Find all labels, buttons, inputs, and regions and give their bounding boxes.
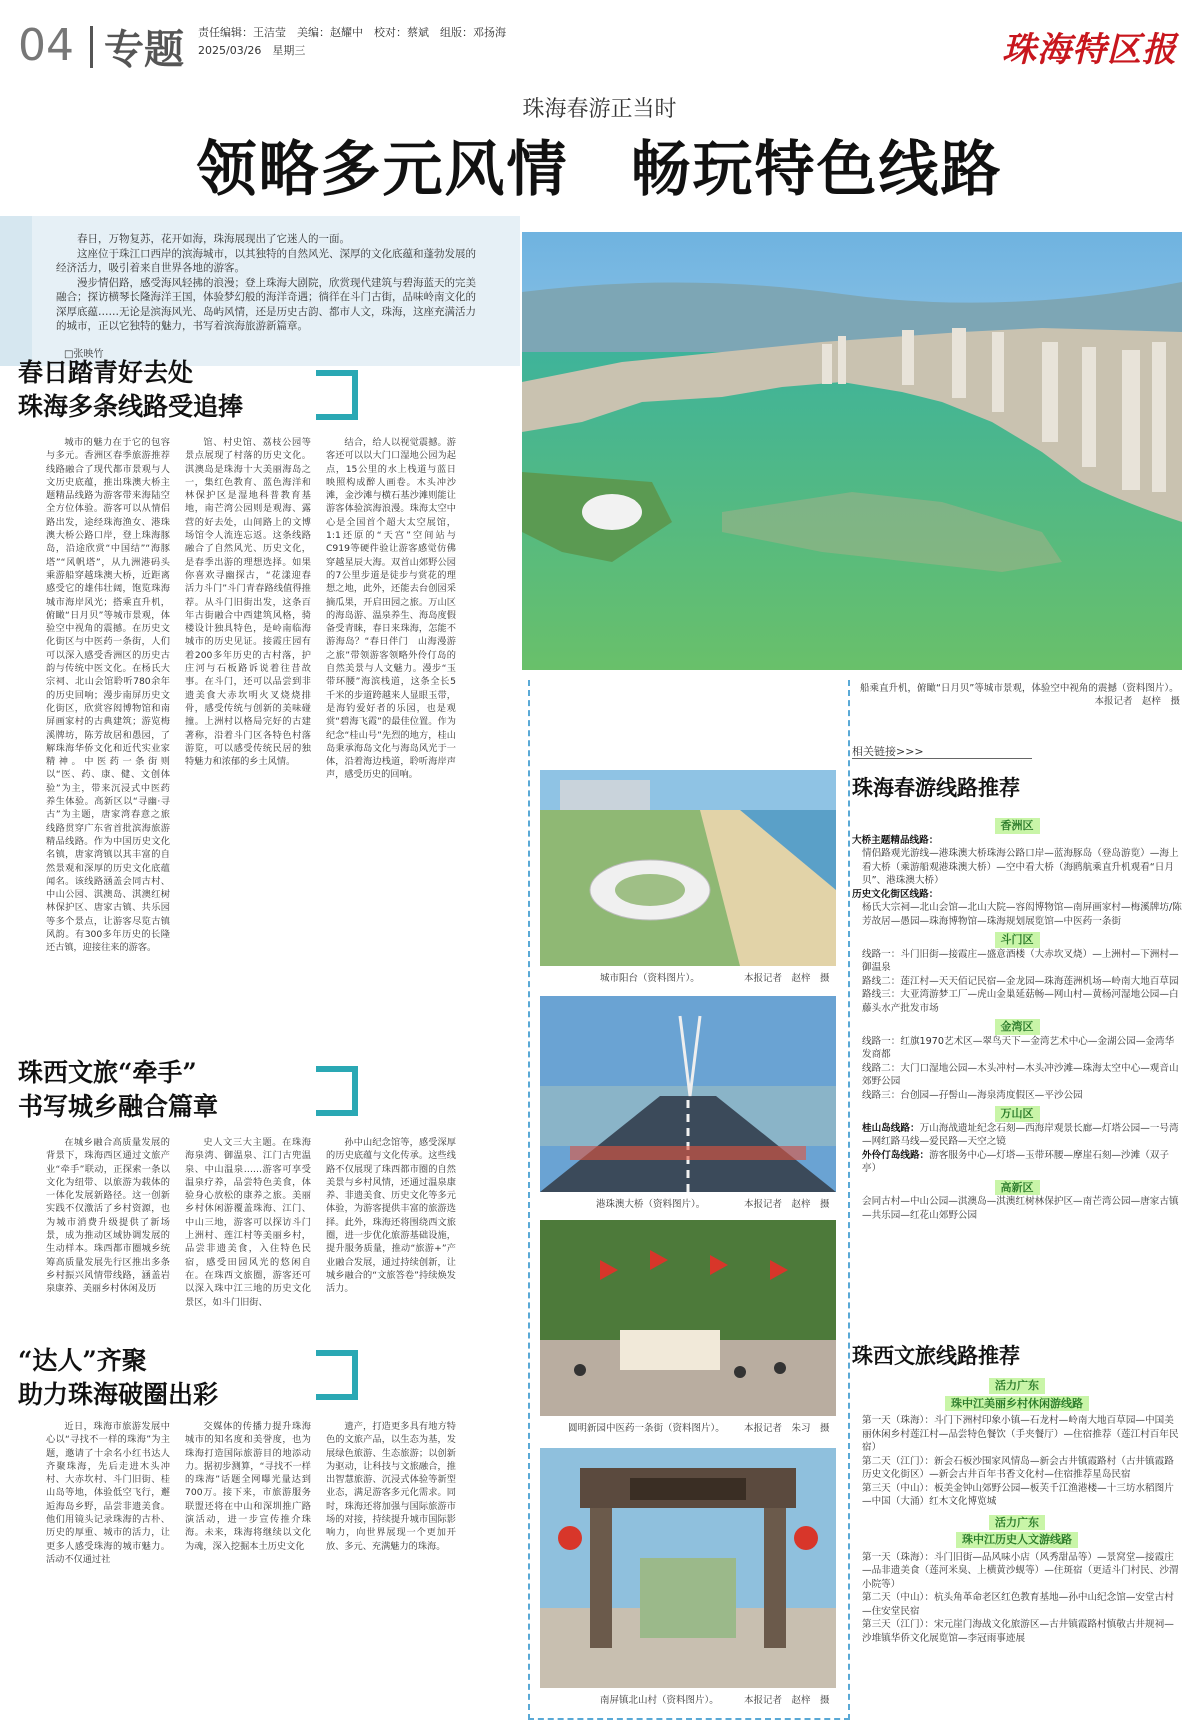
section-1-column — [46, 436, 170, 1028]
issue-date: 2025/03/26 星期三 — [198, 44, 306, 57]
article-paragraph: 近日，珠海市旅游发展中心以“寻找不一样的珠海”为主题，邀请了十余名小红书达人齐聚珠海，先后走进木头冲村、大赤坎村、斗门旧街、桂山岛等地，体验低空飞行，邂逅海岛乡野，品尝非遗美食。他们用镜头记录珠海的古朴、历史的厚重、城市的活力，让更多人感受珠海的城市魅力。活动不仅通过社 — [46, 1421, 170, 1565]
district-label: 香洲区 — [995, 818, 1040, 834]
route-text: 会同古村—中山公园—淇澳岛—淇澳红树林保护区—南芒湾公园—唐家古镇—共乐园—红花山郊野公园 — [862, 1196, 1179, 1221]
photo-credit: 本报记者 赵梓 摄 — [744, 973, 830, 984]
route-day: 第一天（珠海）：斗门下洲村印象小镇—石龙村—岭南大地百草园—中国美丽休闲乡村莲江村—品尝特色餐饮（手夹餐厅）—住宿推荐（莲江村百年民宿） — [862, 1415, 1179, 1453]
beishan-village-photo — [540, 1448, 836, 1688]
city-balcony-photo — [540, 770, 836, 966]
article-paragraph: 交媒体的传播力提升珠海城市的知名度和美誉度，也为珠海打造国际旅游目的地添动力。据初步测算，“寻找不一样的珠海”话题全网曝光量达到700万。接下来，市旅游服务联盟还将在中山和深圳推广路演活动，进一步宣传推介珠海。未来，珠海将继续以文化为魂，深入挖掘本土历史文化 — [185, 1421, 311, 1552]
section-1-column — [185, 436, 321, 1028]
district-label: 万山区 — [995, 1106, 1040, 1122]
district-label: 高新区 — [995, 1180, 1040, 1196]
hero-caption — [860, 682, 1180, 708]
section-title-line: “达人”齐聚 — [18, 1346, 147, 1375]
article-paragraph: 结合，给人以视觉震撼。游客还可以以大门口湿地公园为起点，15公里的水上栈道与蓝日映照构成醉人画卷。木头冲沙滩，金沙滩与横石基沙滩则能让游客体验滨海浪漫。珠海太空中心是全国首个超大太空展馆，1:1还原的“天宫”空间站与C919等硬件验让游客感觉仿佛穿越星辰大海。双首山郊野公园的7公里步道是徒步与赏花的理想之地，此外，还能去台创园采摘瓜果，开启田园之旅。万山区的海岛游、温泉养生、海岛度假备受青睐，春日来珠海，怎能不游海岛？“春日伴门 山海漫游之旅”带领游客领略外伶仃岛的自然美景与人文魅力。漫步“玉带环腰”海滨栈道，这条全长5千米的步道跨越来人显眼玉带，是海钓爱好者的乐园，也是观赏“碧海飞霞”的最佳位置。作为纪念“桂山号”先烈的地方，桂山岛秉承海岛文化与海岛风光于一体，沿着海边栈道，聆听海岸声声，感受历史的回响。 — [326, 437, 456, 781]
intro-paragraph: 这座位于珠江口西岸的滨海城市，以其独特的自然风光、深厚的文化底蕴和蓬勃发展的经济活力，吸引着来自世界各地的游客。 — [56, 247, 476, 274]
spring-routes-list — [852, 818, 1182, 1288]
headline-kicker: 珠海春游正当时 — [522, 97, 677, 122]
route-text: 线路三：台创园—孖髻山—海泉湾度假区—平沙公园 — [862, 1089, 1083, 1101]
header-divider — [90, 26, 93, 68]
bridge-photo — [540, 996, 836, 1192]
route-text: 杨氏大宗祠—北山会馆—北山大院—容闳博物馆—南屏画家村—梅溪牌坊/陈芳故居—愚园—珠海博物馆—珠海规划展览馆—中医药一条街 — [862, 902, 1182, 927]
related-link-label: 相关链接>>> — [852, 745, 924, 758]
route-text: 路线三：大亚湾游梦工厂—虎山金巢延菇畅—网山村—黄杨河湿地公园—白藤头水产批发市场 — [862, 989, 1179, 1014]
byline: □张映竹 — [64, 349, 104, 360]
article-paragraph: 史人文三大主题。在珠海海泉湾、御温泉、江门古兜温泉、中山温泉……游客可享受温泉疗养，品尝特色美食，体验身心放松的康养之旅。美丽乡村休闲游覆盖珠海、江门、中山三地，游客可以探访斗门上洲村、莲江村等美丽乡村，品尝非遗美食，入住特色民宿，感受田园风光的悠闲自在。在珠西文旅圈，游客还可以深入珠中江三地的历史文化景区，如斗门旧街、 — [185, 1137, 311, 1308]
intro-text — [56, 232, 484, 334]
photo-caption: 南屏镇北山村（资料图片）。 — [600, 1695, 719, 1706]
photo-credit: 本报记者 朱习 摄 — [744, 1423, 830, 1434]
intro-paragraph: 漫步情侣路，感受海风轻拂的浪漫；登上珠海大剧院，欣赏现代建筑与碧海蓝天的完美融合；探访横琴长隆海洋王国，体验梦幻般的海洋奇遇；徜徉在斗门古街，品味岭南文化的深厚底蕴……无论是滨海风光、岛屿风情，还是历史古韵、都市人文，珠海，这座充满活力的城市，正以它独特的魅力，书写着滨海旅游新篇章。 — [56, 276, 476, 332]
section-title-line: 书写城乡融合篇章 — [18, 1092, 219, 1121]
section-title-line: 珠西文旅“牵手” — [18, 1058, 197, 1087]
section-title-line: 春日踏青好去处 — [18, 358, 194, 387]
teal-bracket-ornament — [316, 1066, 358, 1116]
teal-bracket-ornament — [316, 1350, 358, 1400]
photo-credit: 本报记者 赵梓 摄 — [744, 1695, 830, 1706]
section-1-title — [18, 356, 243, 424]
section-1-column — [326, 436, 456, 1028]
route-theme-label: 珠中江历史人文游线路 — [956, 1532, 1078, 1548]
sidebar-title-spring: 珠海春游线路推荐 — [852, 775, 1020, 800]
route-day: 第二天（中山）：杭头角革命老区红色教育基地—孙中山纪念馆—安堂古村—住安堂民宿 — [862, 1592, 1174, 1617]
hero-aerial-photo — [522, 232, 1182, 670]
page-number: 04 — [18, 20, 74, 71]
route-text: 线路一：红旗1970艺术区—翠鸟天下—金湾艺术中心—金湖公园—金湾华发商都 — [862, 1035, 1175, 1060]
route-day: 第三天（江门）：宋元崖门海战文化旅游区—古井镇霞路村慎敬古井规祠—沙堆镇华侨文化展览馆—李冠雨事迹展 — [862, 1619, 1174, 1644]
district-label: 金湾区 — [995, 1019, 1040, 1035]
zhuxi-routes-list — [852, 1378, 1182, 1718]
section-3-column — [326, 1420, 456, 1714]
route-title: 桂山岛线路： — [862, 1122, 920, 1134]
tcm-street-photo — [540, 1220, 836, 1416]
section-2-column — [185, 1136, 311, 1326]
photo-caption: 城市阳台（资料图片）。 — [600, 973, 700, 984]
route-theme-label: 珠中江美丽乡村休闲游线路 — [945, 1396, 1089, 1412]
section-3-column — [185, 1420, 311, 1714]
article-paragraph: 城市的魅力在于它的包容与多元。香洲区春季旅游推荐线路融合了现代都市景观与人文历史底蕴，推出珠澳大桥主题精品线路为游客带来海陆空全方位体验。游客可以从情侣路出发，途经珠海渔女、港珠澳大桥公路口岸，登上珠海豚岛，沿途欣赏“中国结”“海豚塔”“风帆塔”，从九洲港码头乘游船穿越珠澳大桥，近距离感受它的雄伟壮阔，饱览珠海城市海岸风光；搭乘直升机，俯瞰“日月贝”等城市景观，体验空中视角的震撼。在历史文化街区与中医药一条街，人们可以深入感受香洲区的历史古韵与传统中医文化。在杨氏大宗祠、北山会馆聆听780余年的历史回响；漫步南屏历史文化街区，欣赏容闳博物馆和南屏画家村的古典建筑；游览梅溪牌坊，陈芳故居和愚园，了解珠海华侨文化和近代实业家精神。中医药一条街则以“医、药、康、健、文创体验”为主，带来沉浸式中医药养生体验。高新区以“寻幽·寻古”为主题，唐家湾春意之旅线路贯穿广东省首批滨海旅游精品线路。作为中国历史文化名镇，唐家湾镇以其丰富的自然景观和深厚的历史文化底蕴闻名。该线路涵盖会同古村、中山公园、淇澳岛、淇澳红树林保护区、唐家古镇、共乐园等多个景点，让游客尽览古镇风韵。有300多年历史的长隆还古镇，迎接往来的游客。 — [46, 437, 170, 954]
district-label: 斗门区 — [995, 932, 1040, 948]
route-day: 第二天（江门）：新会石板沙围家风情岛—新会古井镇霞路村（古井镇霞路历史文化街区）—新会古井百年书香文化村—住宿推荐星岛民宿 — [862, 1455, 1174, 1480]
section-2-column — [326, 1136, 456, 1326]
route-title: 外伶仃岛线路： — [862, 1149, 930, 1161]
section-name: 专题 — [104, 26, 184, 73]
section-2-title — [18, 1056, 218, 1124]
route-text: 路线二：莲江村—天天佰记民宿—金龙园—珠海莲洲机场—岭南大地百草园 — [862, 975, 1179, 987]
section-title-line: 珠海多条线路受追捧 — [18, 392, 244, 421]
section-title-line: 助力珠海破圈出彩 — [18, 1380, 219, 1409]
main-headline: 领略多元风情 畅玩特色线路 — [196, 135, 1003, 205]
photo-credit: 本报记者 赵梓 摄 — [744, 1199, 830, 1210]
article-paragraph: 在城乡融合高质量发展的背景下，珠海西区通过文旅产业“牵手”联动，正探索一条以文化为纽带、以旅游为载体的一体化发展新路径。这一创新实践不仅激活了乡村资源，也为城市消费升级提供了新场景，成为推动区域协调发展的生动样本。珠西都市圈城乡统筹高质量发展先行区推出多条乡村振兴风情带线路，涵盖岩泉康养、美丽乡村休闲及历 — [46, 1137, 170, 1295]
section-2-column — [46, 1136, 170, 1326]
route-day: 第一天（珠海）：斗门旧街—品风味小店（风秀甜品等）—景窝堂—接霞庄—品非遗美食（莲河米臭、上横黄沙蚬等）—住斑宿（更适斗门村民、沙渭小院等） — [862, 1551, 1179, 1590]
newspaper-logo: 珠海特区报 — [1002, 30, 1177, 70]
route-text: 游客服务中心—灯塔—玉带环腰—摩崖石刻—沙滩（双子亭） — [862, 1149, 1169, 1174]
section-3-column — [46, 1420, 170, 1714]
photo-caption: 港珠澳大桥（资料图片）。 — [596, 1199, 706, 1210]
intro-paragraph: 春日，万物复苏，花开如海，珠海展现出了它迷人的一面。 — [77, 233, 350, 245]
route-brand-label: 活力广东 — [989, 1378, 1045, 1394]
article-paragraph: 遗产，打造更多具有地方特色的文旅产品，以生态为基，发展绿色旅游、生态旅游；以创新为驱动，让科技与文旅融合，推出智慧旅游、沉浸式体验等新型业态，满足游客多元化需求。同时，珠海还将加强与国际旅游市场的对接，持续提升城市国际影响力，向世界展现一个更加开放、多元、充满魅力的珠海。 — [326, 1421, 456, 1552]
route-title: 历史文化街区线路： — [852, 888, 939, 900]
sidebar-title-zhuxi: 珠西文旅线路推荐 — [852, 1343, 1020, 1368]
divider — [852, 758, 1032, 759]
route-day: 第三天（中山）：板美金钟山郊野公园—板芙千江渔港楼—十三坊水稻图片—中国（大涌）红木文化博览城 — [862, 1482, 1174, 1507]
route-brand-label: 活力广东 — [989, 1515, 1045, 1531]
route-text: 万山海战遗址纪念石刻—西海岸观景长廊—灯塔公园—一号湾—网红路马线—爱民路—天空之镜 — [862, 1122, 1179, 1147]
article-paragraph: 孙中山纪念馆等，感受深厚的历史底蕴与文化传承。这些线路不仅展现了珠西都市圈的自然美景与乡村风情，还通过温泉康养、非遗美食、历史文化等多元体验，为游客提供丰富的旅游选择。此外，珠海还将围绕西文旅圈，进一步优化旅游基础设施，提升服务质量，推动“旅游+”产业融合发展，通过持续创新，让城乡融合的“文旅答卷”持续焕发活力。 — [326, 1137, 456, 1295]
photo-caption: 圆明新园中医药一条街（资料图片）。 — [568, 1423, 725, 1434]
article-paragraph: 馆、村史馆、荔枝公园等景点展现了村落的历史文化。淇澳岛是珠海十大美丽海岛之一，集红色教育、蓝色海洋和林保护区是湿地科普教育基地，南芒湾公园则是观海、露营的好去处，山间路上的文博场馆令人流连忘返。这条线路融合了自然风光、历史文化，是春季出游的理想选择。如果你喜欢寻幽探古，“花漾迎春 活力斗门”斗门青春路线值得推荐。从斗门旧街出发，这条百年古街融合中西建筑风格，骑楼设计独具特色，是岭南临海城市的历史见证。接霞庄园有着200多年历史的古村落，护庄河与石板路诉说着往昔故事。在斗门，还可以品尝到非遗美食大赤坎明火叉烧烧排骨，感受传统与创新的美味碰撞。上洲村以格局完好的古建著称，沿着斗门区各特色村落游览，可以感受传统民居的独特魅力和浓郁的乡土风情。 — [185, 437, 321, 768]
section-3-title — [18, 1344, 218, 1412]
route-text: 线路二：大门口湿地公园—木头冲村—木头冲沙滩—珠海太空中心—观音山郊野公园 — [862, 1062, 1179, 1087]
hero-caption-credit: 本报记者 赵梓 摄 — [1094, 696, 1180, 707]
route-text: 情侣路观光游线—港珠澳大桥珠海公路口岸—蓝海豚岛（登岛游览）—海上看大桥（乘游船观港珠澳大桥）—空中看大桥（海鸥航乘直升机观看“日月贝”、港珠澳大桥） — [862, 848, 1179, 886]
page-header — [18, 18, 1183, 73]
editor-credits: 责任编辑：王洁莹 美编：赵耀中 校对：蔡斌 组版：邓扬海 — [198, 26, 506, 39]
hero-caption-text: 船乘直升机，俯瞰“日月贝”等城市景观，体验空中视角的震撼（资料图片）。 — [860, 683, 1179, 694]
route-text: 线路一：斗门旧街—接霞庄—盛意酒楼（大赤坎叉烧）—上洲村—下洲村—御温泉 — [862, 948, 1179, 973]
route-title: 大桥主题精品线路： — [852, 834, 939, 846]
teal-bracket-ornament — [316, 370, 358, 420]
